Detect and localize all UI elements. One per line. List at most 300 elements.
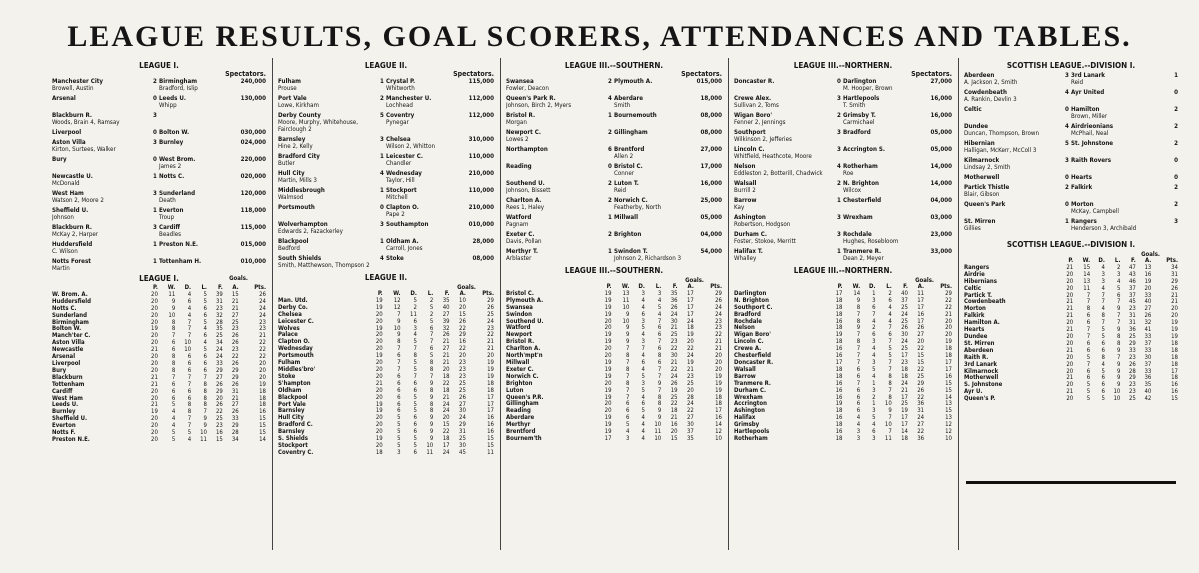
table-cell: 18 (835, 310, 843, 318)
home-side (506, 231, 612, 245)
home-team: Notts Forest (52, 258, 91, 265)
table-cell: 6 (1116, 291, 1121, 299)
home-team: Huddersfield (52, 241, 93, 248)
table-header-cell: F. (1130, 257, 1136, 264)
table-cell: 18 (901, 434, 908, 442)
team-name: Hamilton A. (964, 319, 1000, 327)
table-cell: 17 (901, 414, 908, 422)
league3n-results (734, 78, 952, 262)
table-cell: 10 (622, 303, 630, 311)
result-row (734, 95, 952, 109)
table-cell: 8 (1116, 339, 1121, 347)
home-team: Motherwell (964, 174, 1000, 181)
league3s-table (506, 284, 722, 443)
table-cell: 31 (215, 297, 223, 305)
table-cell: 15 (670, 434, 678, 442)
table-cell: 20 (604, 317, 612, 325)
away-scorers: Wilcox (843, 187, 862, 194)
result-row (506, 146, 722, 160)
away-score: 2 (700, 146, 705, 153)
table-cell: 40 (1144, 388, 1152, 396)
table-cell: 24 (687, 352, 694, 360)
team-name: Wigan Boro' (734, 331, 771, 339)
result-row (52, 139, 266, 153)
away-scorers: Carroll, Jones (386, 245, 423, 252)
table-cell: 26 (715, 296, 722, 304)
away-team: Birmingham (159, 78, 198, 85)
scottish-table-title: SCOTTISH LEAGUE.--DIVISION I. (1006, 240, 1136, 249)
table-cell: 20 (375, 317, 383, 325)
team-name: Rotherham (734, 434, 768, 442)
table-cell: 18 (1171, 339, 1178, 347)
home-score: 0 (379, 204, 384, 211)
table-cell: 21 (375, 379, 383, 387)
table-cell: 43 (1128, 270, 1136, 278)
table-cell: 19 (1171, 319, 1178, 327)
table-cell: 25 (1128, 395, 1136, 403)
table-cell: 7 (1086, 298, 1091, 306)
table-cell: 7 (625, 393, 630, 401)
team-name: Celtic (964, 284, 982, 292)
home-scorers: Woods, Brain 4, Ramsay (52, 119, 120, 126)
home-side (734, 248, 841, 262)
table-cell: 20 (604, 352, 612, 360)
away-scorers: Chandler (386, 160, 412, 167)
table-cell: 6 (413, 421, 417, 429)
table-cell: 19 (375, 324, 383, 332)
home-team: Southend U. (506, 180, 545, 187)
table-cell: 21 (1171, 298, 1178, 306)
away-team: Wednesday (386, 170, 422, 177)
table-cell: 17 (687, 303, 694, 311)
away-team: Grimsby T. (843, 112, 876, 119)
team-name: Portsmouth (278, 352, 314, 360)
away-team: Stockport (386, 187, 417, 194)
table-cell: 6 (657, 331, 662, 339)
table-cell: 6 (397, 393, 401, 401)
away-score: 0 (930, 146, 935, 153)
table-cell: 31 (1128, 319, 1136, 327)
table-cell: 18 (670, 407, 678, 415)
team-name: Bradford C. (278, 421, 313, 429)
table-cell: 3 (641, 317, 645, 325)
table-cell: 34 (231, 435, 239, 443)
table-cell: 6 (625, 414, 630, 422)
table-cell: 5 (413, 393, 417, 401)
table-header-cell: W. (852, 283, 861, 290)
attendance: 10,000 (472, 221, 494, 228)
team-name: Burnley (52, 408, 76, 416)
table-cell: 22 (687, 345, 694, 353)
away-side (159, 156, 266, 170)
table-cell: 22 (687, 407, 694, 415)
table-cell: 16 (715, 414, 722, 422)
league3n-table-title: LEAGUE III.--NORTHERN. (793, 266, 893, 275)
table-cell: 20 (151, 332, 158, 340)
result-row (52, 207, 266, 221)
home-team: Wolverhampton (278, 221, 328, 228)
away-score: 2 (468, 170, 473, 177)
home-scorers: A. Jackson 2, Smith (964, 79, 1018, 86)
attendance: 15,000 (700, 78, 722, 85)
attendance: 6,000 (704, 180, 722, 187)
away-side (159, 95, 266, 109)
table-cell: 8 (1116, 332, 1121, 340)
table-cell: 8 (171, 366, 176, 374)
table-cell: 4 (888, 303, 892, 311)
table-cell: 26 (259, 290, 266, 298)
away-score: 1 (468, 95, 473, 102)
away-team: Burnley (159, 139, 184, 146)
table-cell: 28 (231, 429, 239, 437)
table-cell: 7 (413, 345, 417, 353)
table-cell: 19 (604, 428, 612, 436)
home-score: 2 (607, 197, 612, 204)
away-side (614, 129, 722, 143)
home-scorers: Pagnam (506, 221, 529, 228)
result-row (52, 258, 266, 272)
table-cell: 23 (459, 359, 466, 367)
away-side (843, 95, 952, 109)
spectators-label: Spectators. (681, 70, 722, 78)
table-cell: 17 (715, 407, 722, 415)
team-name: Notts C. (52, 304, 77, 312)
home-team: Queen's Park R. (506, 95, 556, 102)
table-cell: 9 (171, 297, 176, 305)
home-score: 0 (607, 163, 612, 170)
table-cell: 26 (1171, 284, 1178, 292)
result-row (964, 157, 1178, 171)
table-cell: 8 (1101, 312, 1105, 320)
home-score: 1 (607, 248, 612, 255)
table-cell: 4 (171, 408, 176, 416)
result-row (734, 214, 952, 228)
team-name: Ayr U. (964, 388, 983, 396)
team-name: 3rd Lanark (964, 360, 997, 368)
table-cell: 1 (872, 379, 876, 387)
attendance: 4,000 (934, 163, 952, 170)
table-header-cell: L. (886, 283, 892, 290)
home-side (278, 112, 384, 133)
attendance: 10,000 (472, 153, 494, 160)
table-cell: 6 (1086, 346, 1091, 354)
table-cell: 20 (604, 379, 612, 387)
away-team: Rotherham (843, 163, 878, 170)
table-cell: 18 (259, 401, 266, 409)
table-cell: 17 (487, 393, 494, 401)
table-cell: 22 (215, 408, 223, 416)
table-cell: 29 (459, 421, 466, 429)
team-name: Oldham (278, 386, 302, 394)
away-score: 0 (240, 129, 245, 136)
table-cell: 31 (917, 407, 925, 415)
table-cell: 5 (413, 400, 417, 408)
home-side (278, 255, 384, 269)
table-cell: 21 (715, 345, 722, 353)
table-header-cell: A. (917, 283, 925, 290)
table-cell: 25 (487, 310, 494, 318)
table-cell: 2 (888, 289, 892, 297)
table-cell: 6 (203, 353, 207, 361)
table-cell: 20 (1066, 360, 1074, 368)
table-cell: 21 (487, 345, 494, 353)
result-row (506, 163, 722, 177)
table-cell: 14 (259, 435, 266, 443)
table-cell: 19 (375, 303, 383, 311)
attendance: 15,000 (244, 224, 266, 231)
table-cell: 5 (641, 386, 645, 394)
table-cell: 20 (715, 358, 722, 366)
attendance: 20,000 (244, 190, 266, 197)
attendance: 3,000 (934, 214, 952, 221)
table-cell: 19 (715, 379, 722, 387)
result-row (278, 255, 494, 269)
team-name: Wolves (278, 324, 300, 332)
table-cell: 20 (487, 352, 494, 360)
team-name: Southport C. (734, 303, 773, 311)
away-score: 2 (930, 78, 935, 85)
table-cell: 15 (945, 407, 952, 415)
table-cell: 3 (856, 428, 861, 436)
table-header-cell: P. (837, 283, 843, 290)
table-cell: 9 (203, 415, 207, 423)
home-scorers: Bedford (278, 245, 300, 252)
table-cell: 26 (231, 408, 239, 416)
table-cell: 37 (1144, 339, 1152, 347)
table-cell: 6 (397, 400, 401, 408)
team-name: Plymouth A. (506, 296, 544, 304)
table-cell: 6 (187, 394, 192, 402)
home-scorers: Robertson, Hodgson (734, 221, 791, 228)
scottish-results-title: SCOTTISH LEAGUE.--DIVISION I. (1006, 61, 1136, 70)
table-cell: 16 (1171, 381, 1178, 389)
table-cell: 4 (641, 414, 645, 422)
table-header-cell: L. (1114, 257, 1121, 264)
table-cell: 6 (429, 324, 434, 332)
table-cell: 6 (888, 296, 892, 304)
table-cell: 7 (657, 317, 662, 325)
home-score: 1 (152, 258, 157, 265)
table-cell: 5 (641, 372, 645, 380)
table-cell: 22 (670, 365, 678, 373)
home-side (734, 231, 841, 245)
table-cell: 17 (917, 303, 925, 311)
home-side (52, 224, 157, 238)
table-cell: 7 (888, 414, 892, 422)
table-cell: 19 (604, 331, 612, 339)
away-team: Swindon T. (614, 248, 648, 255)
home-side (734, 214, 841, 228)
team-name: Charlton A. (506, 345, 541, 353)
away-side (159, 173, 266, 187)
table-cell: 7 (625, 345, 630, 353)
away-scorers: Whitworth (386, 85, 415, 92)
table-cell: 27 (442, 345, 450, 353)
table-cell: 27 (215, 373, 223, 381)
table-cell: 20 (604, 345, 612, 353)
team-name: Arsenal (52, 353, 76, 361)
table-cell: 8 (203, 387, 207, 395)
table-header-cell: D. (410, 290, 417, 297)
home-score: 3 (1064, 157, 1069, 164)
result-row (52, 129, 266, 136)
away-team: Cardiff (159, 224, 180, 231)
away-score: 1 (240, 190, 245, 197)
team-name: Falkirk (964, 312, 985, 320)
table-cell: 16 (835, 317, 843, 325)
away-scorers: Death (159, 197, 176, 204)
attendance: 4,000 (934, 197, 952, 204)
team-name: S. Shields (278, 435, 308, 443)
away-score: 0 (240, 139, 245, 146)
away-scorers: Taylor, Hill (386, 177, 415, 184)
result-row (52, 95, 266, 109)
home-score: 4 (836, 163, 841, 170)
table-cell: 5 (1101, 395, 1105, 403)
home-side (734, 180, 841, 194)
table-cell: 9 (888, 407, 892, 415)
table-cell: 28 (215, 318, 223, 326)
away-scorers: Pape 2 (386, 211, 405, 218)
team-name: Partick T. (964, 291, 993, 299)
table-cell: 24 (215, 353, 223, 361)
away-side (614, 214, 722, 228)
table-cell: 27 (917, 421, 925, 429)
table-header-cell: D. (184, 284, 192, 291)
team-name: Accrington (734, 400, 767, 408)
table-cell: 7 (1116, 353, 1121, 361)
table-cell: 26 (231, 380, 239, 388)
away-team: Crystal P. (386, 78, 416, 85)
table-cell: 5 (203, 290, 207, 298)
page-headline: LEAGUE RESULTS, GOAL SCORERS, ATTENDANCES AND TABLES. (67, 20, 1132, 53)
result-row (506, 78, 722, 92)
table-cell: 5 (413, 296, 417, 304)
away-team: Hamilton (1071, 106, 1100, 113)
away-team: Millwall (614, 214, 638, 221)
table-cell: 16 (1144, 270, 1152, 278)
home-team: Southport (734, 129, 766, 136)
table-cell: 7 (397, 345, 401, 353)
away-score: 0 (930, 129, 935, 136)
result-row (964, 218, 1178, 232)
table-cell: 20 (715, 352, 722, 360)
table-cell: 7 (187, 373, 192, 381)
team-name: Hibernians (964, 277, 997, 285)
table-cell: 22 (259, 339, 266, 347)
away-score: 0 (1174, 174, 1178, 181)
home-score: 1 (379, 187, 384, 194)
table-cell: 9 (1116, 367, 1121, 375)
team-name: Wrexham (734, 393, 763, 401)
team-name: Southend U. (506, 317, 544, 325)
table-cell: 16 (487, 421, 494, 429)
table-cell: 19 (375, 400, 383, 408)
table-cell: 22 (917, 428, 925, 436)
table-cell: 3 (1101, 270, 1105, 278)
table-cell: 20 (1066, 339, 1074, 347)
result-row (52, 78, 266, 92)
table-cell: 15 (945, 386, 952, 394)
table-cell: 18 (945, 345, 952, 353)
table-cell: 19 (604, 372, 612, 380)
table-cell: 24 (901, 338, 908, 346)
table-cell: 26 (670, 379, 678, 387)
home-score: 0 (1064, 201, 1069, 208)
table-cell: 4 (625, 428, 630, 436)
away-scorers: Troup (159, 214, 175, 221)
table-cell: 5 (1086, 395, 1091, 403)
team-name: Preston N.E. (52, 435, 90, 443)
attendance: 30,000 (244, 129, 266, 136)
table-cell: 7 (1086, 326, 1091, 334)
team-name: Reading (506, 407, 531, 415)
table-cell: 5 (397, 441, 401, 449)
away-score: 0 (700, 214, 705, 221)
team-name: Brentford (506, 428, 536, 436)
home-team: Blackpool (278, 238, 309, 245)
away-scorers: Beadles (159, 231, 182, 238)
away-team: 3rd Lanark (1071, 72, 1106, 79)
home-scorers: McKay 2, Harper (52, 231, 99, 238)
away-score: 0 (240, 258, 245, 265)
home-side (506, 146, 612, 160)
table-cell: 37 (687, 428, 694, 436)
away-side (843, 163, 952, 177)
result-row (278, 204, 494, 218)
table-cell: 25 (1128, 332, 1136, 340)
table-cell: 37 (901, 296, 908, 304)
table-cell: 20 (215, 394, 223, 402)
away-team: Falkirk (1071, 184, 1093, 191)
table-cell: 6 (429, 345, 434, 353)
table-cell: 22 (459, 345, 466, 353)
table-cell: 7 (171, 332, 176, 340)
home-side (52, 139, 157, 153)
team-name: Queen's P.R. (506, 393, 544, 401)
table-cell: 26 (442, 331, 450, 339)
table-cell: 4 (872, 372, 876, 380)
table-cell: 19 (687, 358, 694, 366)
home-scorers: Lowes 2 (506, 136, 529, 143)
home-score: 1 (1064, 218, 1069, 225)
table-cell: 6 (203, 359, 207, 367)
home-team: Newport C. (506, 129, 541, 136)
table-cell: 16 (259, 408, 266, 416)
team-name: Sunderland (52, 311, 87, 319)
table-cell: 7 (429, 338, 434, 346)
home-side (52, 258, 157, 272)
table-cell: 24 (459, 414, 466, 422)
result-row (734, 231, 952, 245)
table-cell: 15 (1171, 395, 1178, 403)
team-name: Leeds U. (52, 401, 79, 409)
result-row (734, 129, 952, 143)
table-cell: 7 (625, 372, 630, 380)
table-cell: 21 (442, 352, 450, 360)
home-score: 3 (836, 129, 841, 136)
away-team: Sunderland (159, 190, 196, 197)
table-cell: 19 (604, 386, 612, 394)
table-cell: 21 (1066, 298, 1074, 306)
table-cell: 39 (442, 317, 450, 325)
away-team: Leicester C. (386, 153, 423, 160)
table-cell: 16 (917, 310, 925, 318)
table-cell: 7 (187, 325, 192, 333)
table-cell: 35 (215, 325, 223, 333)
table-cell: 17 (901, 393, 908, 401)
table-cell: 6 (413, 317, 417, 325)
